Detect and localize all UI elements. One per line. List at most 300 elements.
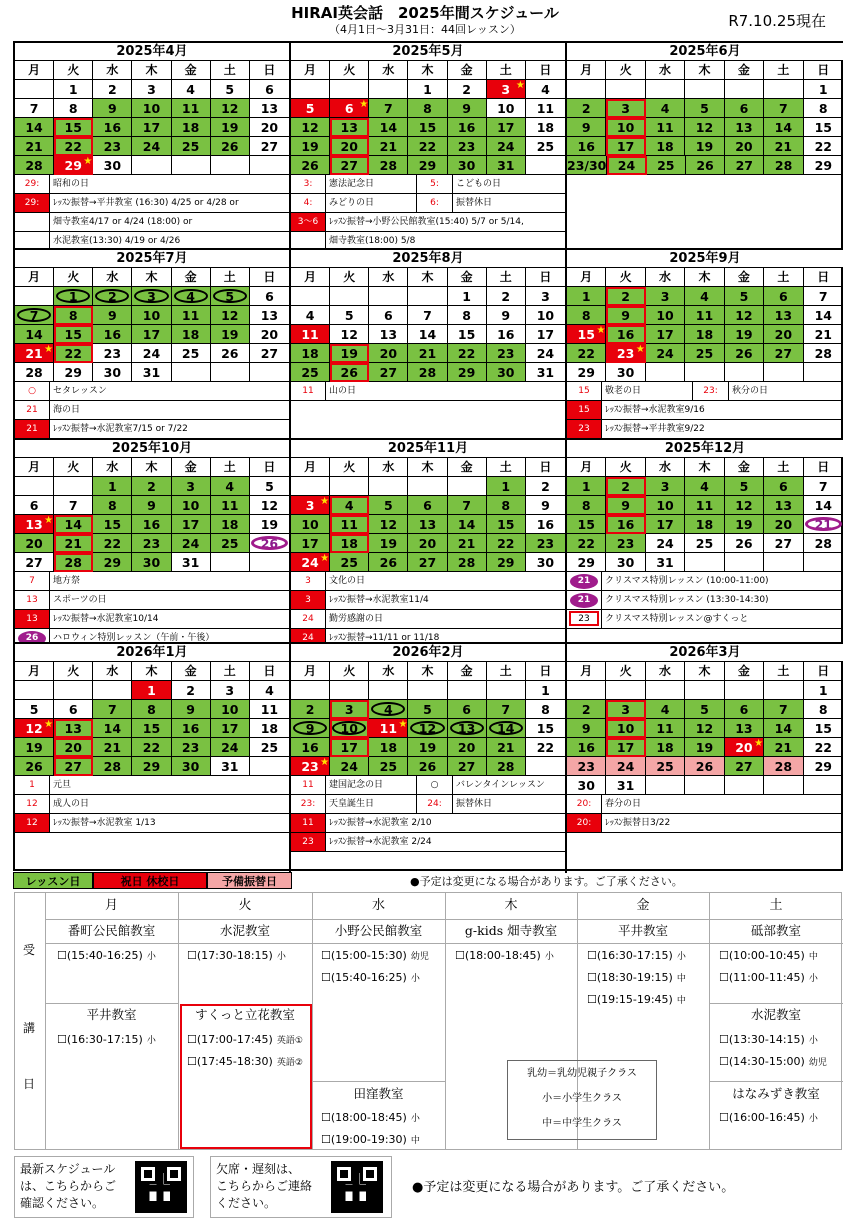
day-cell: 17 — [172, 515, 211, 534]
weekday-header: 火 — [606, 268, 645, 287]
weekday-header: 金 — [725, 662, 764, 681]
day-cell: ★ 3 — [291, 496, 330, 515]
weekday-header: 日 — [804, 662, 843, 681]
day-cell: 2 — [606, 477, 645, 496]
day-cell: 29 — [93, 553, 132, 572]
day-cell: 30 — [172, 757, 211, 776]
day-cell — [408, 681, 447, 700]
day-cell: 8 — [54, 306, 93, 325]
month-note — [291, 175, 565, 194]
day-cell: 26 — [686, 156, 725, 175]
day-cell — [330, 287, 369, 306]
day-cell: 25 — [250, 738, 289, 757]
day-cell: 14 — [408, 325, 447, 344]
day-cell: 17 — [606, 137, 645, 156]
class-name: 小野公民館教室 — [334, 923, 423, 938]
day-cell: 11 — [291, 325, 330, 344]
class-slot[interactable]: ☐(16:30-17:15) 小 — [587, 949, 686, 962]
month-note — [15, 814, 289, 833]
class-schedule — [14, 892, 842, 1150]
class-slot[interactable]: ☐(18:00-18:45) 小 — [321, 1111, 420, 1124]
day-cell: 21 — [15, 137, 54, 156]
day-cell: 4 — [685, 287, 724, 306]
month-calendar — [15, 250, 291, 440]
note-text: こどもの日 — [456, 179, 502, 189]
day-cell: 6 — [15, 496, 54, 515]
day-cell: 2 — [567, 99, 606, 118]
day-cell: 21 — [804, 515, 843, 534]
day-cell: 1 — [567, 477, 606, 496]
month-title: 2026年1月 — [15, 644, 289, 662]
note-text: 山の日 — [329, 386, 357, 396]
day-cell: 19 — [291, 137, 330, 156]
qr-code-icon[interactable] — [135, 1161, 187, 1213]
day-cell: 2 — [526, 477, 565, 496]
day-cell: 17 — [606, 738, 645, 757]
note-text: みどりの日 — [329, 198, 375, 208]
day-cell: 29 — [804, 757, 843, 776]
legend-lesson: レッスン日 — [13, 872, 93, 889]
day-cell: 27 — [330, 156, 369, 175]
day-cell: 16 — [487, 325, 526, 344]
day-cell: 14 — [487, 719, 526, 738]
day-cell — [685, 553, 724, 572]
day-cell: 22 — [448, 344, 487, 363]
day-cell — [211, 553, 250, 572]
class-slot[interactable]: ☐(16:30-17:15) 小 — [57, 1033, 156, 1046]
note-text: 天皇誕生日 — [329, 799, 375, 809]
weekday-header: 日 — [804, 458, 843, 477]
day-cell: 17 — [646, 515, 685, 534]
day-cell: 23 — [132, 534, 171, 553]
note-label: 24 — [291, 629, 326, 644]
schedule-qr-box: 最新スケジュール は、こちらからご 確認ください。 — [14, 1156, 194, 1218]
day-cell: 31 — [132, 363, 171, 382]
day-cell: 10 — [172, 496, 211, 515]
note-text: 地方祭 — [53, 576, 81, 586]
note-label: 21 — [15, 420, 50, 438]
day-cell: 31 — [606, 776, 645, 795]
class-slot[interactable]: ☐(17:45-18:30) 英語② — [187, 1055, 303, 1068]
month-note — [15, 401, 289, 420]
day-cell: 17 — [291, 534, 330, 553]
day-cell: 17 — [132, 325, 171, 344]
day-cell: 21 — [54, 534, 93, 553]
note-text: 文化の日 — [329, 576, 366, 586]
weekday-header: 金 — [172, 268, 211, 287]
day-cell: 23 — [606, 534, 645, 553]
day-cell: 7 — [93, 700, 132, 719]
weekday-header: 火 — [330, 61, 369, 80]
day-cell: 15 — [408, 118, 447, 137]
day-cell: 20 — [764, 515, 803, 534]
day-cell: 18 — [646, 738, 685, 757]
class-slot[interactable]: ☐(15:00-15:30) 幼児 — [321, 949, 429, 962]
day-cell: 5 — [725, 287, 764, 306]
day-cell: 16 — [291, 738, 330, 757]
note-label: ○ — [416, 776, 453, 794]
month-note — [567, 572, 843, 591]
note-text: バレンタインレッスン — [456, 780, 545, 790]
note-text: スポーツの日 — [53, 595, 107, 605]
day-cell: 22 — [408, 137, 447, 156]
month-calendar — [15, 43, 291, 250]
day-cell: 22 — [804, 137, 843, 156]
month-title: 2025年10月 — [15, 440, 289, 458]
day-cell — [369, 287, 408, 306]
day-cell: 24 — [607, 156, 646, 175]
class-key — [507, 1060, 657, 1140]
day-cell: 2 — [291, 700, 330, 719]
day-cell — [685, 80, 724, 99]
day-cell — [725, 363, 764, 382]
day-cell — [764, 681, 803, 700]
legend-note: ●予定は変更になる場合があります。ご了承ください。 — [410, 875, 683, 888]
note-label: 13 — [15, 610, 50, 628]
class-name: 水泥教室 — [750, 1007, 801, 1022]
month-note — [567, 382, 843, 401]
day-cell: 26 — [330, 363, 369, 382]
day-cell: 21 — [93, 738, 132, 757]
month-note — [291, 776, 565, 795]
note-label: 21 — [567, 591, 602, 609]
day-cell: 23 — [567, 757, 606, 776]
day-cell: 3 — [646, 477, 685, 496]
class-slot[interactable]: ☐(17:30-18:15) 小 — [187, 949, 286, 962]
class-slot[interactable]: ☐(10:00-10:45) 中 — [719, 949, 818, 962]
day-cell: 22 — [487, 534, 526, 553]
note-label: 23: — [692, 382, 729, 400]
day-cell: 21 — [448, 534, 487, 553]
day-cell: 30 — [93, 363, 132, 382]
day-cell: 13 — [250, 99, 289, 118]
day-cell: 14 — [15, 325, 54, 344]
qr-code-icon[interactable] — [331, 1161, 383, 1213]
day-cell: 5 — [211, 287, 250, 306]
day-cell: 6 — [725, 700, 764, 719]
day-cell: 28 — [54, 553, 93, 572]
month-calendar — [567, 250, 843, 440]
day-cell: 29 — [132, 757, 171, 776]
day-cell: 14 — [15, 118, 54, 137]
day-cell: 14 — [448, 515, 487, 534]
key-elementary: 小＝小学生クラス — [542, 1093, 622, 1104]
day-cell: 17 — [646, 325, 685, 344]
day-cell: 5 — [250, 477, 289, 496]
note-label: 4: — [291, 194, 326, 212]
day-header-mon: 月 — [104, 898, 118, 913]
note-label: 1 — [15, 776, 50, 794]
weekday-header: 月 — [567, 662, 606, 681]
day-cell — [685, 776, 724, 795]
day-cell: 28 — [15, 363, 54, 382]
day-cell: 4 — [172, 80, 211, 99]
day-cell: 19 — [369, 534, 408, 553]
day-cell: 1 — [93, 477, 132, 496]
day-cell: 29 — [487, 553, 526, 572]
day-cell: 6 — [250, 287, 289, 306]
day-cell: 18 — [172, 118, 211, 137]
day-cell — [606, 681, 645, 700]
class-name: はなみずき教室 — [732, 1086, 820, 1101]
day-cell: 6 — [725, 99, 764, 118]
legend-reserve: 予備振替日 — [207, 872, 292, 889]
day-cell: 13 — [54, 719, 93, 738]
day-cell: 13 — [725, 118, 764, 137]
day-cell: 18 — [291, 344, 330, 363]
day-cell — [448, 477, 487, 496]
day-cell: 5 — [725, 477, 764, 496]
day-cell: ★ 6 — [330, 99, 369, 118]
class-slot[interactable]: ☐(13:30-14:15) 小 — [719, 1033, 818, 1046]
day-cell: 29 — [804, 156, 843, 175]
day-cell: 13 — [369, 325, 408, 344]
day-cell: 10 — [132, 306, 171, 325]
note-text: 畑寺教室(18:00) 5/8 — [329, 236, 416, 246]
weekday-header: 木 — [685, 458, 724, 477]
day-cell: 9 — [567, 118, 606, 137]
day-cell — [132, 156, 171, 175]
day-cell: 22 — [93, 534, 132, 553]
day-cell: 16 — [93, 118, 132, 137]
class-slot[interactable]: ☐(19:00-19:30) 中 — [321, 1133, 420, 1146]
day-cell: ★ 11 — [369, 719, 408, 738]
class-slot[interactable]: ☐(16:00-16:45) 小 — [719, 1111, 818, 1124]
month-note — [567, 420, 843, 439]
month-note — [567, 795, 843, 814]
page-title: HIRAI英会話 2025年間スケジュール — [291, 4, 559, 22]
month-note — [291, 194, 565, 213]
day-cell: 18 — [685, 325, 724, 344]
day-cell: 21 — [764, 738, 803, 757]
day-cell: ★ 12 — [15, 719, 54, 738]
day-cell: 5 — [211, 80, 250, 99]
day-cell: 12 — [725, 496, 764, 515]
note-label: 11 — [291, 776, 326, 794]
day-cell: 26 — [685, 757, 724, 776]
note-text: 春分の日 — [605, 799, 642, 809]
month-note — [567, 401, 843, 420]
weekday-header: 月 — [291, 268, 330, 287]
day-cell: 14 — [804, 496, 843, 515]
class-slot[interactable]: ☐(17:00-17:45) 英語① — [187, 1033, 303, 1046]
month-calendar — [567, 43, 843, 250]
day-cell — [685, 681, 724, 700]
day-cell: 15 — [804, 118, 843, 137]
day-cell: 4 — [646, 99, 685, 118]
day-cell: 31 — [172, 553, 211, 572]
day-cell: 9 — [487, 306, 526, 325]
month-note — [15, 610, 289, 629]
day-cell: 3 — [606, 99, 645, 118]
class-slot[interactable]: ☐(18:30-19:15) 中 — [587, 971, 686, 984]
class-slot[interactable]: ☐(15:40-16:25) 小 — [321, 971, 420, 984]
day-cell — [15, 681, 54, 700]
day-cell: 3 — [330, 700, 369, 719]
day-cell: 22 — [54, 344, 93, 363]
day-cell — [250, 757, 289, 776]
class-slot[interactable]: ☐(14:30-15:00) 幼児 — [719, 1055, 827, 1068]
day-cell — [764, 363, 803, 382]
weekday-header: 金 — [172, 662, 211, 681]
day-cell: 22 — [567, 344, 606, 363]
day-cell: 12 — [408, 719, 447, 738]
note-text: ﾚｯｽﾝ振替→11/11 or 11/18 — [329, 633, 440, 643]
day-cell: 12 — [250, 496, 289, 515]
note-text: ﾚｯｽﾝ振替→水泥教室7/15 or 7/22 — [53, 424, 188, 434]
day-cell: 31 — [211, 757, 250, 776]
day-cell — [330, 681, 369, 700]
weekday-header: 金 — [725, 268, 764, 287]
weekday-header: 木 — [132, 458, 171, 477]
day-cell: ★ 21 — [15, 344, 54, 363]
day-cell — [725, 681, 764, 700]
weekday-header: 日 — [526, 268, 565, 287]
day-cell: 20 — [725, 137, 764, 156]
weekday-header: 土 — [764, 61, 803, 80]
weekday-header: 木 — [408, 268, 447, 287]
day-cell: 19 — [725, 515, 764, 534]
weekday-header: 金 — [448, 268, 487, 287]
weekday-header: 水 — [369, 268, 408, 287]
weekday-header: 木 — [408, 61, 447, 80]
note-label: 5: — [416, 175, 453, 193]
day-cell: 21 — [369, 137, 408, 156]
month-note — [291, 833, 565, 852]
day-cell: 8 — [804, 99, 843, 118]
day-cell: 21 — [487, 738, 526, 757]
weekday-header: 日 — [526, 61, 565, 80]
day-header-fri: 金 — [636, 898, 650, 913]
day-cell: 4 — [211, 477, 250, 496]
day-cell: 8 — [54, 99, 93, 118]
note-text: 敬老の日 — [605, 386, 642, 396]
day-cell: 24 — [646, 344, 685, 363]
day-cell — [369, 80, 408, 99]
weekday-header: 日 — [526, 458, 565, 477]
day-cell: 7 — [764, 99, 803, 118]
day-cell: 15 — [526, 719, 565, 738]
day-cell: 15 — [448, 325, 487, 344]
weekday-header: 木 — [408, 458, 447, 477]
day-cell — [211, 363, 250, 382]
note-label: 12 — [15, 814, 50, 832]
day-cell — [725, 553, 764, 572]
month-title: 2025年8月 — [291, 250, 565, 268]
day-cell: 4 — [369, 700, 408, 719]
day-cell: 10 — [132, 99, 171, 118]
month-title: 2025年11月 — [291, 440, 565, 458]
weekday-header: 金 — [172, 61, 211, 80]
note-text: クリスマス特別レッスン (10:00-11:00) — [605, 576, 769, 586]
legend-holiday: 祝日 休校日 — [93, 872, 207, 889]
day-cell: 25 — [172, 137, 211, 156]
weekday-header: 火 — [330, 458, 369, 477]
day-cell: 19 — [15, 738, 54, 757]
note-label: 3 — [291, 572, 326, 590]
note-text: 海の日 — [53, 405, 81, 415]
day-cell: 20 — [250, 325, 289, 344]
day-cell: 11 — [172, 306, 211, 325]
note-label: 20: — [567, 814, 602, 832]
day-cell: 8 — [487, 496, 526, 515]
day-cell: ★ 29 — [54, 156, 93, 175]
day-cell: 28 — [804, 534, 843, 553]
class-slot[interactable]: ☐(18:00-18:45) 小 — [455, 949, 554, 962]
month-note — [291, 591, 565, 610]
day-cell: 1 — [804, 681, 843, 700]
class-name: 田窪教室 — [353, 1086, 404, 1101]
day-cell: 3 — [132, 287, 171, 306]
weekday-header: 土 — [487, 662, 526, 681]
day-cell: 1 — [132, 681, 171, 700]
month-note — [15, 629, 289, 644]
class-slot[interactable]: ☐(11:00-11:45) 小 — [719, 971, 818, 984]
day-cell: 5 — [685, 99, 724, 118]
day-cell: 29 — [408, 156, 447, 175]
weekday-header: 水 — [369, 662, 408, 681]
day-cell: 5 — [408, 700, 447, 719]
class-name: 平井教室 — [86, 1007, 137, 1022]
weekday-header: 火 — [330, 662, 369, 681]
day-cell — [646, 363, 685, 382]
day-cell: 24 — [606, 757, 645, 776]
note-text: ﾚｯｽﾝ振替→平井教室 (16:30) 4/25 or 4/28 or — [53, 198, 239, 208]
day-cell: 28 — [408, 363, 447, 382]
month-calendar — [291, 440, 567, 644]
day-cell: 8 — [448, 306, 487, 325]
weekday-header: 水 — [93, 61, 132, 80]
weekday-header: 月 — [291, 662, 330, 681]
day-cell: 8 — [804, 700, 843, 719]
day-cell: 22 — [132, 738, 171, 757]
day-cell: 10 — [646, 306, 685, 325]
day-cell: 7 — [15, 99, 54, 118]
class-slot[interactable]: ☐(15:40-16:25) 小 — [57, 949, 156, 962]
footer-note: ●予定は変更になる場合があります。ご了承ください。 — [412, 1180, 735, 1195]
day-cell: 15 — [567, 515, 606, 534]
day-cell: 7 — [15, 306, 54, 325]
day-cell: 1 — [804, 80, 843, 99]
day-cell: 8 — [93, 496, 132, 515]
day-cell — [369, 681, 408, 700]
day-cell: 2 — [93, 287, 132, 306]
note-label: 23 — [291, 833, 326, 851]
day-cell: 10 — [646, 496, 685, 515]
day-cell: 30 — [606, 363, 645, 382]
month-calendar — [291, 43, 567, 250]
month-note — [567, 591, 843, 610]
day-cell: 18 — [646, 137, 685, 156]
weekday-header: 金 — [725, 458, 764, 477]
day-cell: 5 — [15, 700, 54, 719]
note-text: 昭和の日 — [53, 179, 90, 189]
weekday-header: 月 — [567, 268, 606, 287]
day-cell: 27 — [250, 137, 289, 156]
day-cell: 10 — [211, 700, 250, 719]
day-cell: 9 — [93, 306, 132, 325]
class-slot[interactable]: ☐(19:15-19:45) 中 — [587, 993, 686, 1006]
day-cell: 10 — [487, 99, 526, 118]
weekday-header: 水 — [646, 61, 685, 80]
day-cell — [15, 80, 54, 99]
day-cell: 24 — [211, 738, 250, 757]
month-note — [291, 232, 565, 250]
day-cell: 26 — [725, 534, 764, 553]
day-cell: 5 — [291, 99, 330, 118]
note-label: 3: — [291, 175, 326, 193]
day-cell: 23 — [93, 344, 132, 363]
